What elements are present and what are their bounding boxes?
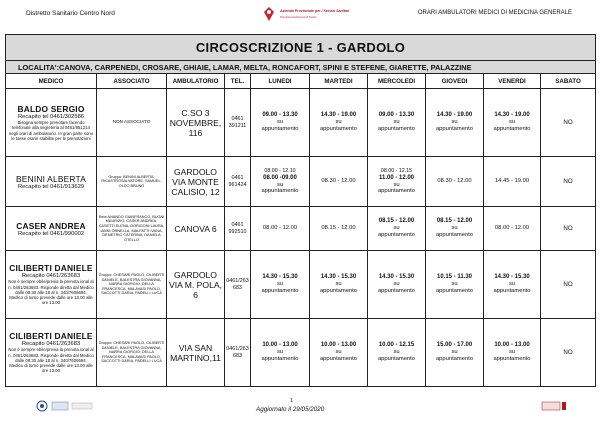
doctor-note: Non è sempre ebile/previa la prenota.ional al n. 0461/263683. Risponde diretta dal Medico dalle 08.30 alle 18 al n. 340/7606694. Medico di turno prevede dalle ore 13.00 alle ore 13.00 xyxy=(8,279,94,306)
slot-giovedi: 15.00 - 17.00 su appuntamento xyxy=(426,319,484,387)
slot-venerdi: 14.30 - 19.00 su appuntamento xyxy=(484,89,541,157)
ambulatorio-cell: GARDOLO VIA M. POLA, 6 xyxy=(167,251,225,319)
slot-mercoledi: 08.00 - 12.15 11.00 - 12.00 su appuntamento xyxy=(368,157,426,207)
logo-name: Azienda Provinciale per i Servizi Sanitari xyxy=(280,9,350,13)
locality-line: LOCALITA':CANOVA, CARPENEDI, CROSARE, GHIAIE, LAMAR, MELTA, RONCAFORT, SPINI E STEFENE, GIARETTE, PALAZZINE xyxy=(6,61,596,74)
doctor-cell xyxy=(6,207,97,251)
slot-sabato: NO xyxy=(541,251,596,319)
slot-giovedi: 08.30 - 12.00 xyxy=(426,157,484,207)
table-row xyxy=(6,319,596,387)
associato-cell: Rete ANANDO GIANFRANCO, BUGNI MAURIZIO, CASER ANDREA, CASETTI ELENA, DORIGONI LAURA, IANNI ORNELLA, MALFATTI IVANA, DEMETRIO CATERINA, DANIELA OTELLO xyxy=(97,207,167,251)
doctor-name: CASER ANDREA xyxy=(16,220,86,231)
table-row xyxy=(6,157,596,207)
slot-mercoledi: 08.15 - 12.00 su appuntamento xyxy=(368,207,426,251)
col-header-medico: MEDICO xyxy=(6,74,97,89)
col-header-giovedi: GIOVEDI xyxy=(426,74,484,89)
doctor-recapito: Recapito tel 0461/302586 xyxy=(17,114,85,121)
col-header-mercoledi: MERCOLEDI xyxy=(368,74,426,89)
doctor-cell xyxy=(6,157,97,207)
slot-lunedi: 08.00 - 12.10 08.00 -09.00 su appuntamento xyxy=(251,157,310,207)
doctor-recapito: Recapito 0461/263683 xyxy=(21,341,81,348)
associato-cell: NON ASSOCIATO xyxy=(97,89,167,157)
slot-sabato: NO xyxy=(541,157,596,207)
page-header xyxy=(0,0,600,30)
header-row xyxy=(6,74,596,89)
page-number: 1 xyxy=(290,398,294,404)
slot-martedi: 08.15 - 12.00 xyxy=(310,207,368,251)
doctor-name: CILIBERTI DANIELE xyxy=(9,263,93,274)
slot-lunedi: 10.00 - 13.00 su appuntamento xyxy=(251,319,310,387)
associato-cell: Gruppo: CHESARI PAOLO, CILIBERTI DANIELE, BALESTRA GIOVANNA, NARRA GIORGIO, DELLA FRANCESCA, MALAVASI PAOLO, SACCOTTI DARIA, PADELLI LUCA xyxy=(97,251,167,319)
doctor-recapito: Recapito 0461/263683 xyxy=(21,273,81,280)
logo-sub: Provincia Autonoma di Trento xyxy=(280,15,317,19)
doctor-cell xyxy=(6,251,97,319)
slot-giovedi: 10.15 - 11.30 su appuntamento xyxy=(426,251,484,319)
slot-venerdi: 14.30 - 15.30 su appuntamento xyxy=(484,251,541,319)
slot-lunedi: 14.30 - 15.30 su appuntamento xyxy=(251,251,310,319)
footer-logos-icon xyxy=(36,399,96,413)
slot-venerdi: 14.45 - 19.00 xyxy=(484,157,541,207)
table-row xyxy=(6,89,596,157)
col-header-associato: ASSOCIATO xyxy=(97,74,167,89)
doctor-note: Bisogna sempre prenotare facendo telefonate alla segreteria al 0461/951214 negli orari di ambulatorio. In gran parte sono le tasse orarie stabilite per le prenotazioni xyxy=(8,120,94,141)
col-header-lunedi: LUNEDI xyxy=(251,74,310,89)
slot-martedi: 14.30 - 19.00 su appuntamento xyxy=(310,89,368,157)
doctor-recapito: Recapito tel 0461/913629 xyxy=(17,183,85,190)
slot-sabato: NO xyxy=(541,207,596,251)
doctor-name: BENINI ALBERTA xyxy=(16,173,86,184)
tel-cell: 0461 992510 xyxy=(225,207,251,251)
document-title: ORARI AMBULATORI MEDICI DI MEDICINA GENERALE xyxy=(417,10,572,16)
tel-cell: 0461/263 683 xyxy=(225,251,251,319)
schedule-table xyxy=(5,34,596,387)
apss-logo-icon xyxy=(262,6,276,22)
slot-mercoledi: 09.00 - 13.30 su appuntamento xyxy=(368,89,426,157)
doctor-name: BALDO SERGIO xyxy=(17,104,85,115)
ambulatorio-cell: GARDOLO VIA MONTE CALISIO, 12 xyxy=(167,157,225,207)
col-header-tel: TEL. xyxy=(225,74,251,89)
slot-lunedi: 09.00 - 13.30 su appuntamento xyxy=(251,89,310,157)
table-row xyxy=(6,207,596,251)
slot-venerdi: 08.00 - 12.00 xyxy=(484,207,541,251)
col-header-venerdi: VENERDI xyxy=(484,74,541,89)
ambulatorio-cell: CANOVA 6 xyxy=(167,207,225,251)
footer-brand-icon xyxy=(540,399,568,413)
district-label: Distretto Sanitario Centro Nord xyxy=(26,10,115,17)
col-header-ambulatorio: AMBULATORIO xyxy=(167,74,225,89)
slot-sabato: NO xyxy=(541,319,596,387)
doctor-cell xyxy=(6,319,97,387)
slot-venerdi: 10.00 - 13.00 su appuntamento xyxy=(484,319,541,387)
slot-lunedi: 08.00 - 12.00 xyxy=(251,207,310,251)
slot-martedi: 10.00 - 13.00 su appuntamento xyxy=(310,319,368,387)
associato-cell: Gruppo: BENINI ALBERTA, RICASTROSALVATORE, SAMUEL, OLDO BRUNO xyxy=(97,157,167,207)
ambulatorio-cell: C.SO 3 NOVEMBRE, 116 xyxy=(167,89,225,157)
associato-cell: Gruppo: CHESARI PAOLO, CILIBERTI DANIELE, BALESTRA GIOVANNA, NARRA GIORGIO, DELLA FRANCESCA, MALAVASI PAOLO, SACCOTTI DARIA, PADELLI LUCA xyxy=(97,319,167,387)
apss-logo xyxy=(262,6,352,26)
doctor-name: CILIBERTI DANIELE xyxy=(9,331,93,342)
ambulatorio-cell: VIA SAN MARTINO,11 xyxy=(167,319,225,387)
col-header-martedi: MARTEDI xyxy=(310,74,368,89)
slot-martedi: 14.30 - 15.30 su appuntamento xyxy=(310,251,368,319)
circoscrizione-title: CIRCOSCRIZIONE 1 - GARDOLO xyxy=(6,35,596,61)
slot-martedi: 08.30 - 12.00 xyxy=(310,157,368,207)
slot-mercoledi: 10.00 - 12.15 su appuntamento xyxy=(368,319,426,387)
doctor-recapito: Recapito tel 0461/990002 xyxy=(17,230,85,237)
tel-cell: 0461 391211 xyxy=(225,89,251,157)
slot-mercoledi: 14.30 - 15.30 su appuntamento xyxy=(368,251,426,319)
slot-giovedi: 08.15 - 12.00 su appuntamento xyxy=(426,207,484,251)
tel-cell: 0461/263 683 xyxy=(225,319,251,387)
slot-giovedi: 14.30 - 19.00 su appuntamento xyxy=(426,89,484,157)
tel-cell: 0461 961424 xyxy=(225,157,251,207)
col-header-sabato: SABATO xyxy=(541,74,596,89)
update-date: Aggiornato il 29/05/2020 xyxy=(256,406,325,413)
doctor-note: Non è sempre ebile/previa la prenota.ional al n. 0461/263683. Risponde diretta dal Medico dalle 08.30 alle 18 al n. 340/7606694. Medico di turno prevede dalle ore 13.00 alle ore 13.00 xyxy=(8,347,94,374)
table-row xyxy=(6,251,596,319)
doctor-cell xyxy=(6,89,97,157)
slot-sabato: NO xyxy=(541,89,596,157)
